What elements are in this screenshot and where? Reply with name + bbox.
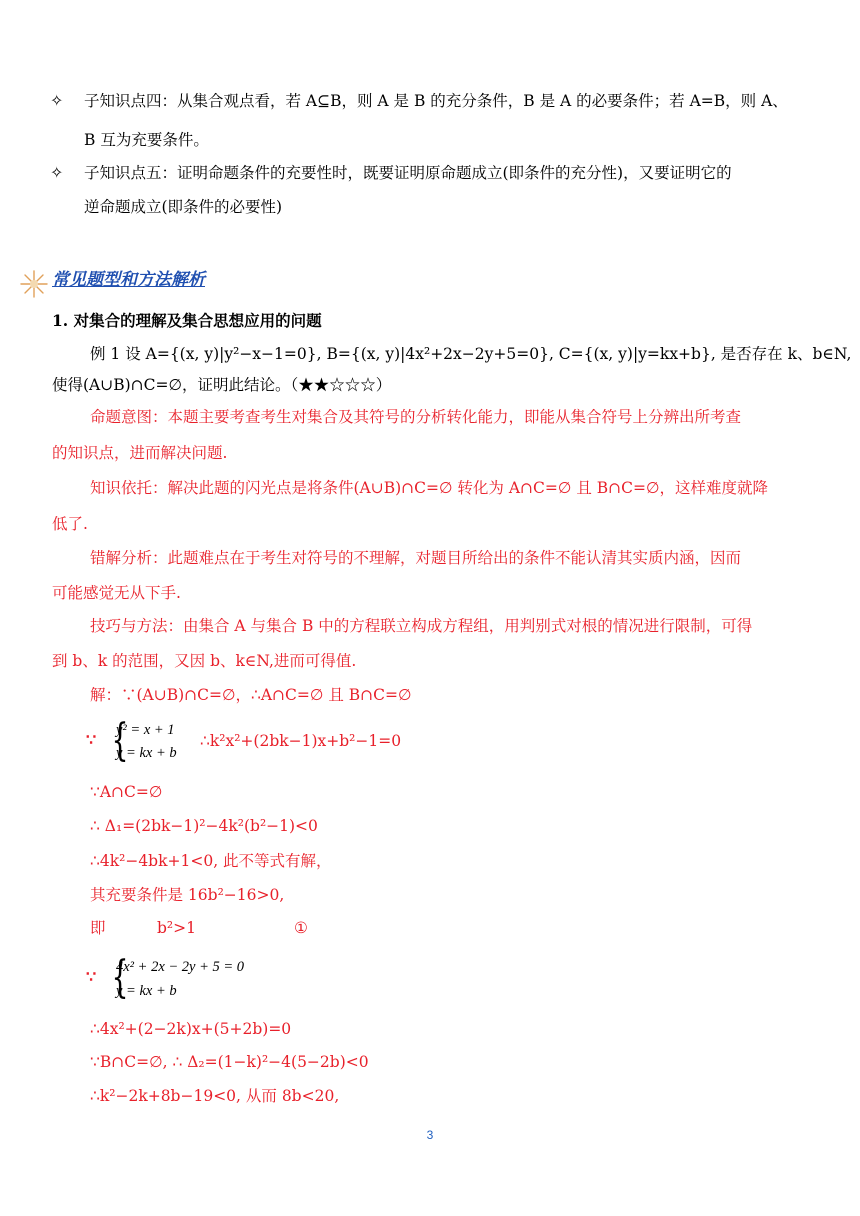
error-line2: 可能感觉无从下手. [52, 584, 181, 602]
equation-marker-1: ① [294, 919, 308, 937]
system2-eq1: 4x² + 2x − 2y + 5 = 0 [116, 959, 245, 975]
solution-line5: 其充要条件是 16b²−16>0, [90, 886, 285, 904]
knowledge-point-4-line2: B 互为充要条件。 [84, 131, 209, 149]
knowledge-point-4-line1: 子知识点四：从集合观点看，若 A⊆B，则 A 是 B 的充分条件，B 是 A 的必要条件；若 A=B，则 A、 [84, 92, 788, 110]
knowledge-point-5-line2: 逆命题成立(即条件的必要性) [84, 198, 283, 216]
equation-system-1 [86, 716, 406, 766]
intent-line1: 命题意图：本题主要考查考生对集合及其符号的分析转化能力，即能从集合符号上分辨出所考查 [90, 408, 742, 426]
section-title: 常见题型和方法解析 [52, 270, 205, 290]
error-line1: 错解分析：此题难点在于考生对符号的不理解，对题目所给出的条件不能认清其实质内涵，因而 [90, 549, 742, 567]
intent-line2: 的知识点，进而解决问题. [52, 444, 228, 462]
knowledge-point-5-line1: 子知识点五：证明命题条件的充要性时，既要证明原命题成立(即条件的充分性)，又要证明它的 [84, 164, 732, 182]
solution-line7: ∴4x²+(2−2k)x+(5+2b)=0 [90, 1020, 292, 1038]
bullet-icon: ✧ [50, 163, 64, 182]
system1-result: ∴k²x²+(2bk−1)x+b²−1=0 [200, 732, 402, 750]
example-line2: 使得(A∪B)∩C=∅，证明此结论。（★★☆☆☆） [52, 376, 392, 394]
solution-line9: ∴k²−2k+8b−19<0, 从而 8b<20, [90, 1087, 340, 1105]
bullet-icon: ✧ [50, 91, 64, 110]
sparkle-icon [18, 268, 50, 300]
basis-line1: 知识依托：解决此题的闪光点是将条件(A∪B)∩C=∅ 转化为 A∩C=∅ 且 B∩C=∅，这样难度就降 [90, 479, 768, 497]
solution-line4: ∴4k²−4bk+1<0, 此不等式有解， [90, 852, 332, 870]
system1-eq1: y² = x + 1 [116, 722, 175, 738]
solution-line2: ∵A∩C=∅ [90, 783, 163, 801]
method-line1: 技巧与方法：由集合 A 与集合 B 中的方程联立构成方程组，用判别式对根的情况进行限制，可得 [90, 617, 753, 635]
solution-line8: ∵B∩C=∅, ∴ Δ₂=(1−k)²−4(5−2b)<0 [90, 1053, 369, 1071]
brace: { [111, 952, 129, 1003]
because-symbol: ∵ [86, 967, 97, 986]
example-line1: 例 1 设 A={(x, y)|y²−x−1=0}, B={(x, y)|4x²+2x−2y+5=0}, C={(x, y)|y=kx+b}, 是否存在 k、b∈N, [90, 345, 852, 363]
solution-line6-expr: b²>1 [157, 919, 196, 937]
system1-eq2: y = kx + b [116, 745, 177, 761]
equation-system-2 [86, 953, 346, 1003]
solution-line1: 解：∵(A∪B)∩C=∅，∴A∩C=∅ 且 B∩C=∅ [90, 686, 412, 704]
page-number: 3 [426, 1128, 434, 1142]
brace: { [111, 715, 129, 766]
solution-line3: ∴ Δ₁=(2bk−1)²−4k²(b²−1)<0 [90, 817, 318, 835]
because-symbol: ∵ [86, 730, 97, 749]
system2-eq2: y = kx + b [116, 983, 177, 999]
method-line2: 到 b、k 的范围，又因 b、k∈N,进而可得值. [52, 652, 357, 670]
solution-line6-prefix: 即 [90, 919, 106, 937]
heading-1: 1. 对集合的理解及集合思想应用的问题 [52, 311, 322, 330]
basis-line2: 低了. [52, 515, 88, 533]
